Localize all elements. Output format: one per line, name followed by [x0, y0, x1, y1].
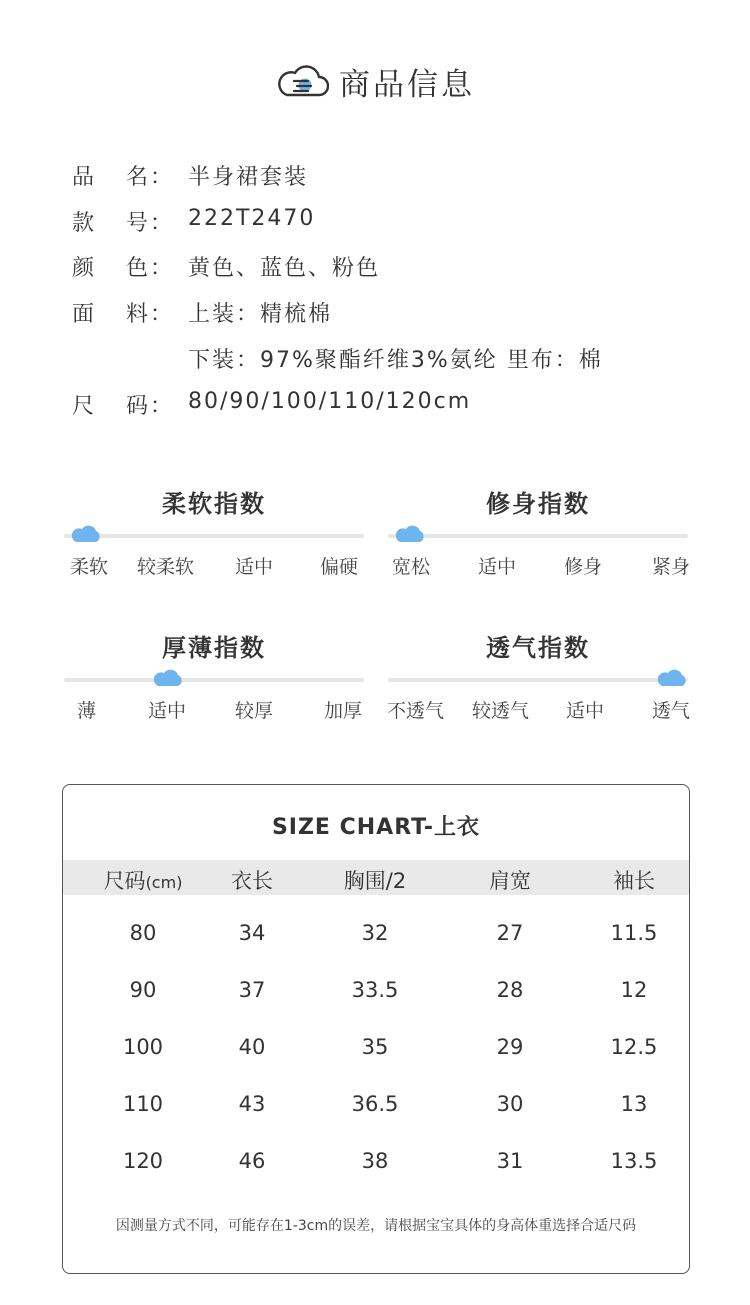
tick-label: 修身 — [564, 556, 603, 578]
info-row-style — [72, 206, 672, 240]
header-cell: 衣长 — [231, 869, 273, 893]
info-row-fabric-bottom — [72, 343, 672, 377]
table-cell: 12 — [620, 978, 648, 1002]
index-ticks — [388, 552, 691, 578]
info-value: 半身裙套装 — [188, 165, 309, 190]
tick-label: 紧身 — [652, 556, 691, 578]
info-row-color — [72, 251, 672, 285]
table-cell: 43 — [238, 1092, 266, 1116]
info-row-size — [72, 389, 672, 423]
tick-label: 加厚 — [324, 700, 363, 722]
cloud-marker-icon — [656, 667, 688, 687]
tick-label: 较厚 — [235, 700, 274, 722]
tick-label: 适中 — [148, 700, 187, 722]
info-label: 色： — [126, 256, 175, 281]
index-ticks — [387, 696, 691, 722]
info-row-fabric — [72, 297, 672, 331]
size-chart-header-row — [63, 860, 689, 895]
info-label: 名： — [126, 165, 175, 190]
index-title: 修身指数 — [486, 490, 590, 518]
index-title: 厚薄指数 — [162, 634, 266, 662]
tick-label: 偏硬 — [320, 556, 359, 578]
index-ticks — [64, 696, 364, 722]
table-cell: 29 — [496, 1035, 524, 1059]
cloud-marker-icon — [70, 523, 102, 543]
table-cell: 13 — [620, 1092, 648, 1116]
table-row — [63, 916, 689, 956]
info-label: 料： — [126, 302, 175, 327]
tick-label: 薄 — [77, 700, 97, 722]
table-cell: 11.5 — [610, 921, 658, 945]
index-track — [64, 678, 364, 682]
info-label: 品 — [72, 165, 97, 190]
table-row — [63, 973, 689, 1013]
table-cell: 46 — [238, 1149, 266, 1173]
info-value: 222T2470 — [188, 206, 316, 231]
table-row — [63, 1087, 689, 1127]
table-cell: 90 — [129, 978, 157, 1002]
table-row — [63, 1030, 689, 1070]
index-track — [388, 678, 688, 682]
tick-label: 柔软 — [70, 556, 109, 578]
info-value: 下装：97%聚酯纤维3%氨纶 里布：棉 — [188, 348, 603, 373]
table-cell: 30 — [496, 1092, 524, 1116]
info-value: 上装：精梳棉 — [188, 302, 333, 327]
table-cell: 27 — [496, 921, 524, 945]
table-cell: 34 — [238, 921, 266, 945]
tick-label: 适中 — [566, 700, 605, 722]
header-cell-size — [83, 865, 203, 895]
info-label: 号： — [126, 211, 175, 236]
table-cell: 38 — [361, 1149, 389, 1173]
index-track — [64, 534, 364, 538]
table-cell: 110 — [122, 1092, 164, 1116]
page-title: 商品信息 — [339, 66, 475, 103]
tick-label: 较透气 — [472, 700, 530, 722]
cloud-marker-icon — [152, 667, 184, 687]
table-cell: 31 — [496, 1149, 524, 1173]
table-cell: 12.5 — [610, 1035, 658, 1059]
table-cell: 33.5 — [351, 978, 399, 1002]
table-cell: 37 — [238, 978, 266, 1002]
info-value: 黄色、蓝色、粉色 — [188, 256, 381, 281]
header-cell: 袖长 — [613, 869, 655, 893]
info-label: 尺 — [72, 394, 97, 419]
info-label: 款 — [72, 211, 97, 236]
size-chart-title: SIZE CHART-上衣 — [271, 815, 481, 840]
size-chart-note: 因测量方式不同，可能存在1-3cm的误差，请根据宝宝具体的身高体重选择合适尺码 — [115, 1218, 637, 1234]
index-track — [388, 534, 688, 538]
tick-label: 宽松 — [392, 556, 431, 578]
tick-label: 适中 — [478, 556, 517, 578]
table-cell: 32 — [361, 921, 389, 945]
cloud-icon — [275, 64, 329, 98]
index-title: 柔软指数 — [162, 490, 266, 518]
cloud-marker-icon — [394, 523, 426, 543]
tick-label: 较柔软 — [137, 556, 195, 578]
table-cell: 40 — [238, 1035, 266, 1059]
info-value: 80/90/100/110/120cm — [188, 389, 472, 414]
tick-label: 适中 — [235, 556, 274, 578]
tick-label: 不透气 — [387, 700, 445, 722]
header-cell: 肩宽 — [489, 869, 531, 893]
header-unit: (cm) — [145, 873, 183, 892]
table-cell: 28 — [496, 978, 524, 1002]
table-cell: 35 — [361, 1035, 389, 1059]
table-cell: 36.5 — [351, 1092, 399, 1116]
table-cell: 13.5 — [610, 1149, 658, 1173]
info-label: 面 — [72, 302, 97, 327]
section-header — [0, 58, 750, 104]
table-row — [63, 1144, 689, 1184]
table-cell: 120 — [122, 1149, 164, 1173]
table-cell: 100 — [122, 1035, 164, 1059]
info-row-name — [72, 160, 672, 194]
info-label: 码： — [126, 394, 175, 419]
index-ticks — [64, 552, 364, 578]
index-title: 透气指数 — [486, 634, 590, 662]
info-label: 颜 — [72, 256, 97, 281]
header-label: 尺码 — [103, 869, 146, 893]
header-cell: 胸围/2 — [343, 869, 407, 893]
table-cell: 80 — [129, 921, 157, 945]
tick-label: 透气 — [652, 700, 691, 722]
size-chart — [62, 784, 690, 1274]
